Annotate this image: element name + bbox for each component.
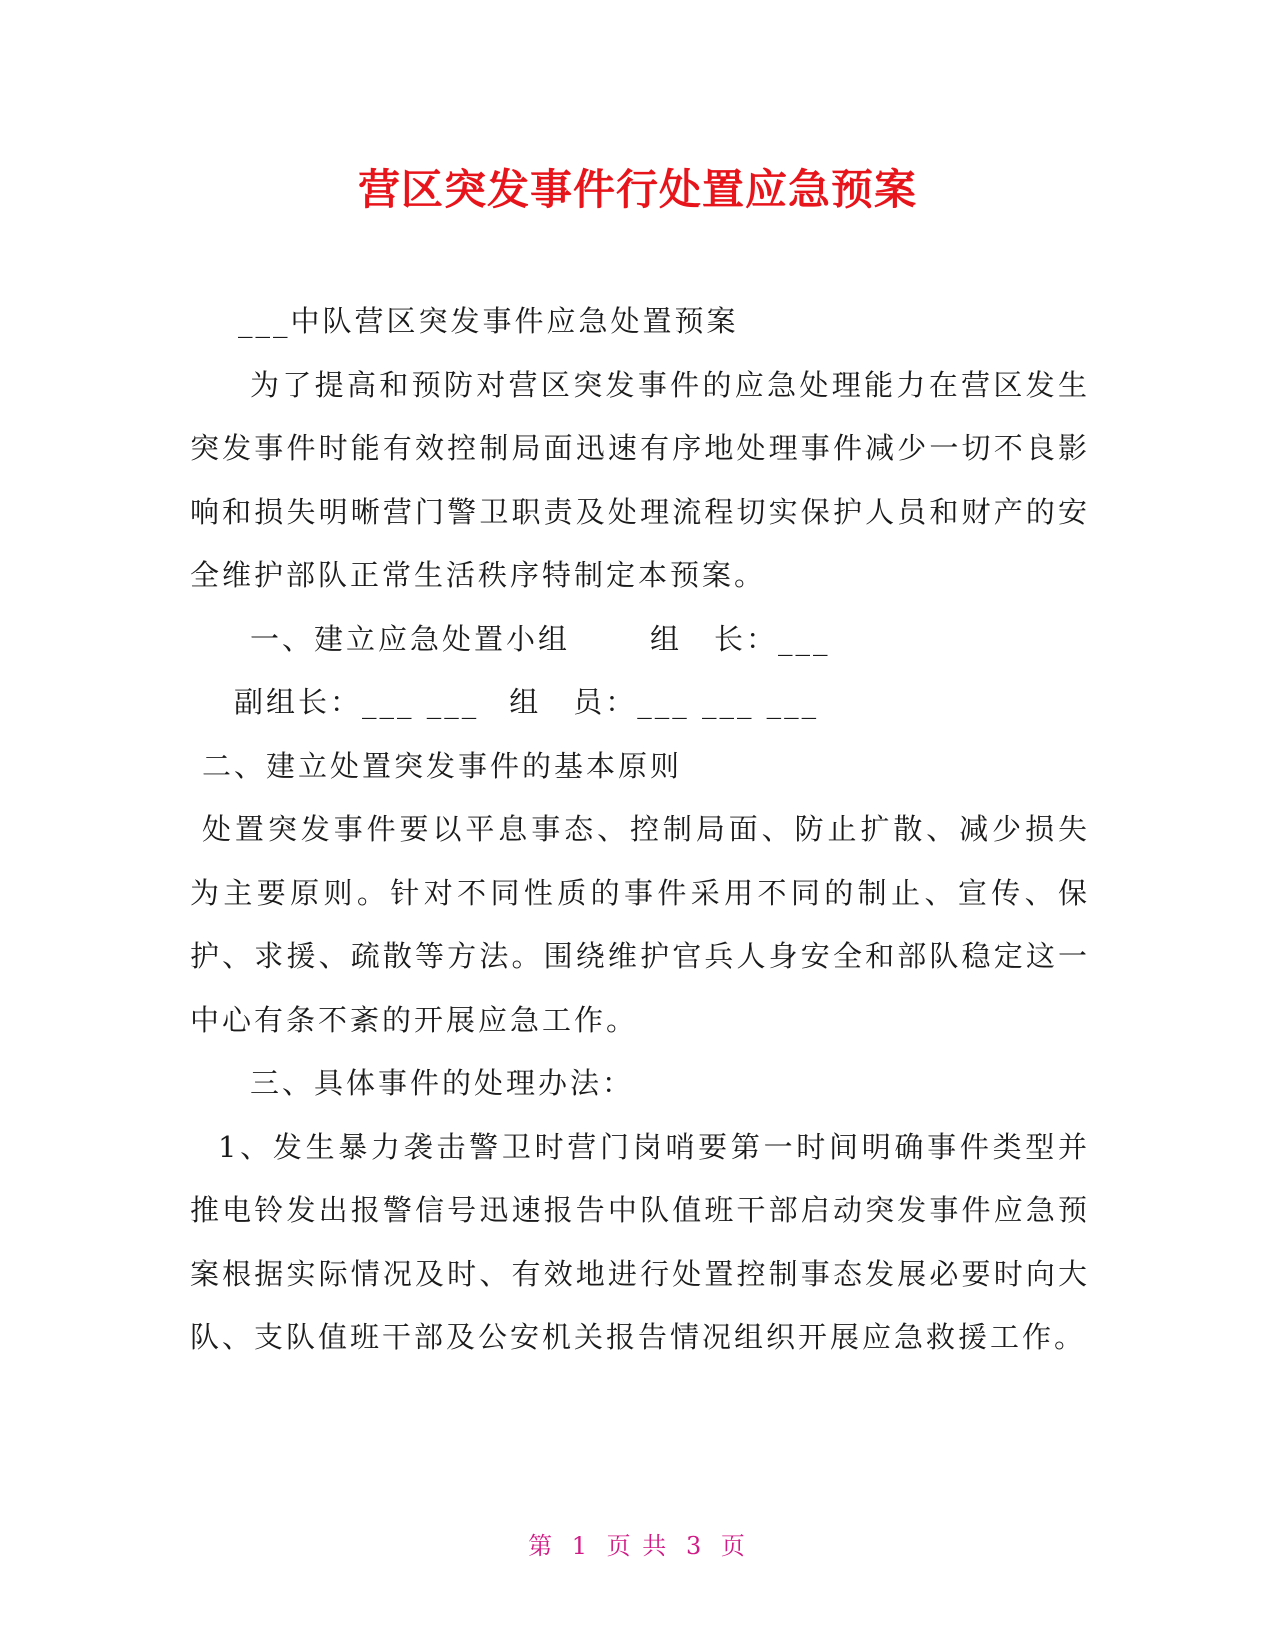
section2-heading: 二、建立处置突发事件的基本原则 [202,748,683,783]
footer-mid: 页 共 [606,1532,669,1560]
intro-paragraph: 为了提高和预防对营区突发事件的应急处理能力在营区发生突发事件时能有效控制局面迅速有序地处理事件减少一切不良影响和损失明晰营门警卫职责及处理流程切实保护人员和财产的安全维护部队正常生活秩序特制定本预案。 [190,367,1090,592]
page-footer [0,1526,1275,1561]
section3-heading: 三、具体事件的处理办法： [250,1066,635,1100]
section1-heading: 一、建立应急处置小组 [250,621,571,656]
member-label: 组 员： [509,685,638,719]
footer-suffix: 页 [720,1532,747,1560]
footer-total-pages: 3 [685,1532,704,1560]
section1-members-row [190,671,1090,735]
document-body [190,290,1090,1370]
document-title: 营区突发事件行处置应急预案 [357,165,917,214]
footer-prefix: 第 [528,1532,555,1560]
subtitle: ___中队营区突发事件应急处置预案 [238,304,739,338]
leader-value: ___ [778,621,831,656]
member-value: ___ ___ ___ [637,685,820,719]
section2-paragraph: 处置突发事件要以平息事态、控制局面、防止扩散、减少损失为主要原则。针对不同性质的事件采用不同的制止、宣传、保护、求援、疏散等方法。围绕维护官兵人身安全和部队稳定这一中心有条不紊的开展应急工作。 [190,812,1090,1037]
deputy-value: ___ ___ [362,685,480,719]
footer-current-page: 1 [571,1532,590,1560]
section1-heading-row [190,608,1090,672]
leader-label: 组 长： [650,621,779,656]
deputy-label: 副组长： [234,685,363,719]
section3-item1: 1、发生暴力袭击警卫时营门岗哨要第一时间明确事件类型并推电铃发出报警信号迅速报告中队值班干部启动突发事件应急预案根据实际情况及时、有效地进行处置控制事态发展必要时向大队、支队值班干部及公安机关报告情况组织开展应急救援工作。 [190,1129,1090,1354]
